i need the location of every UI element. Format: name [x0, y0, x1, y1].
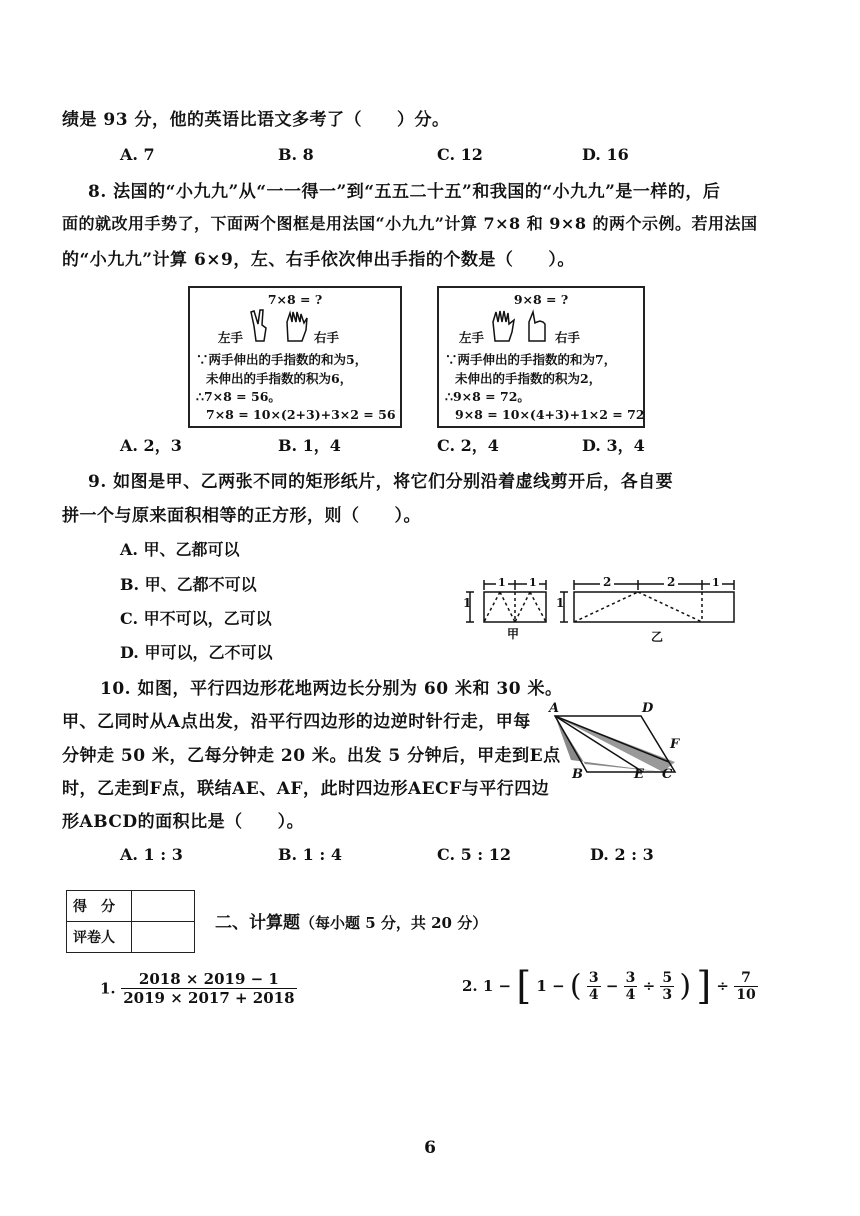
denominator: 10	[736, 986, 756, 1003]
example-box-7x8	[188, 286, 402, 428]
page-number: 6	[424, 1138, 436, 1158]
box1-right-hand-label: 右手	[314, 330, 340, 345]
q9-option-c: C. 甲不可以，乙可以	[120, 609, 272, 628]
jia-width-label-2: 1	[529, 576, 537, 589]
q7-option-c: C. 12	[437, 145, 483, 164]
q10-line-3: 分钟走 50 米，乙每分钟走 20 米。出发 5 分钟后，甲走到E点	[62, 746, 561, 766]
calc-problem-2: 2. 1 − [ 1 − ( $\frac{3}{4}$ − $\frac{3}{4}$ ÷ $\frac{5}{3}$ ) ] ÷ $\frac{7}{10}$	[462, 964, 756, 1008]
point-b-label: B	[572, 767, 583, 782]
calc-1-fraction	[121, 970, 296, 1007]
q10-option-b: B. 1 : 4	[278, 845, 342, 864]
calc-1-denominator: 2019 × 2017 + 2018	[123, 989, 295, 1007]
minus-sign: −	[605, 977, 619, 995]
point-d-label: D	[642, 701, 654, 716]
box1-text-2: 未伸出的手指数的积为6，	[206, 371, 353, 386]
box1-text-1: ∵两手伸出的手指数的和为5，	[196, 352, 368, 367]
box2-text-3: ∴9×8 = 72。	[445, 389, 530, 404]
right-hand-icon	[284, 308, 310, 342]
q9-line-2: 拼一个与原来面积相等的正方形，则（ ）。	[62, 506, 421, 526]
box1-left-hand-label: 左手	[218, 330, 244, 345]
left-hand-icon	[489, 308, 517, 342]
jia-width-label-1: 1	[498, 576, 506, 589]
q10-line-4: 时，乙走到F点，联结AE、AF，此时四边形AECF与平行四边	[62, 779, 550, 799]
numerator: 3	[625, 969, 636, 986]
denominator: 4	[588, 986, 599, 1003]
section-2-title: 二、计算题	[215, 913, 300, 933]
q9-option-d: D. 甲可以，乙不可以	[120, 643, 273, 662]
q9-option-a: A. 甲、乙都可以	[120, 540, 240, 559]
left-hand-icon	[248, 308, 272, 342]
box2-text-1: ∵两手伸出的手指数的和为7，	[445, 352, 617, 367]
q8-line-2: 面的就改用手势了，下面两个图框是用法国“小九九”计算 7×8 和 9×8 的两个示例。若用法国	[62, 214, 758, 233]
point-a-label: A	[549, 701, 560, 716]
box2-left-hand-label: 左手	[459, 330, 485, 345]
numerator: 5	[662, 969, 673, 986]
score-table	[66, 890, 195, 953]
example-box-9x8	[437, 286, 645, 428]
q7-option-b: B. 8	[278, 145, 314, 164]
fraction-3-4-b	[624, 970, 638, 1003]
fraction-7-10	[734, 970, 757, 1003]
section-2-note: （每小题 5 分，共 20 分）	[300, 914, 488, 932]
q7-option-a: A. 7	[120, 145, 155, 164]
grader-cell[interactable]	[132, 922, 195, 953]
yi-label: 乙	[651, 630, 664, 644]
box1-text-3: ∴7×8 = 56。	[196, 389, 281, 404]
divide-sign: ÷	[642, 977, 656, 995]
score-cell[interactable]	[132, 891, 195, 922]
q10-option-d: D. 2 : 3	[590, 845, 654, 864]
calc-1-number: 1.	[100, 979, 116, 998]
score-label: 得 分	[67, 891, 132, 922]
divide-sign: ÷	[716, 977, 729, 995]
q8-line-3: 的“小九九”计算 6×9，左、右手依次伸出手指的个数是（ ）。	[62, 250, 575, 270]
q9-option-b: B. 甲、乙都不可以	[120, 575, 257, 594]
q8-option-d: D. 3，4	[582, 436, 645, 455]
q8-option-b: B. 1，4	[278, 436, 341, 455]
yi-height-label: 1	[556, 596, 565, 610]
point-e-label: E	[634, 767, 644, 782]
numerator: 3	[588, 969, 599, 986]
calc-2-inner: 1 −	[536, 977, 565, 995]
box2-right-hand-label: 右手	[555, 330, 581, 345]
calc-2-lead: 2. 1 −	[462, 977, 512, 995]
box2-title: 9×8 = ?	[513, 292, 569, 307]
q10-line-1: 10. 如图，平行四边形花地两边长分别为 60 米和 30 米。	[100, 679, 563, 699]
point-c-label: C	[662, 767, 673, 782]
denominator: 4	[625, 986, 636, 1003]
calc-problem-1	[100, 970, 297, 1007]
box2-text-4: 9×8 = 10×(4+3)+1×2 = 72	[455, 407, 645, 422]
box2-text-2: 未伸出的手指数的积为2，	[455, 371, 602, 386]
q8-option-c: C. 2，4	[437, 436, 499, 455]
q8-option-a: A. 2，3	[120, 436, 182, 455]
q9-line-1: 9. 如图是甲、乙两张不同的矩形纸片，将它们分别沿着虚线剪开后，各自要	[88, 472, 674, 492]
q10-line-2: 甲、乙同时从A点出发，沿平行四边形的边逆时针行走，甲每	[62, 712, 531, 732]
q7-option-d: D. 16	[582, 145, 629, 164]
jia-label: 甲	[507, 627, 520, 641]
q10-option-c: C. 5 : 12	[437, 845, 512, 864]
yi-width-label-3: 1	[712, 576, 720, 589]
yi-width-label-1: 2	[600, 575, 614, 589]
fraction-3-4-a	[587, 970, 601, 1003]
numerator: 7	[734, 970, 757, 987]
grader-label: 评卷人	[67, 922, 132, 953]
section-2-heading	[215, 908, 487, 933]
point-f-label: F	[670, 737, 680, 752]
q10-option-a: A. 1 : 3	[120, 845, 183, 864]
q10-line-5: 形ABCD的面积比是（ ）。	[62, 812, 305, 832]
calc-1-numerator: 2018 × 2019 − 1	[121, 970, 296, 989]
denominator: 3	[662, 986, 673, 1003]
yi-width-label-2: 2	[664, 575, 678, 589]
q8-line-1: 8. 法国的“小九九”从“一一得一”到“五五二十五”和我国的“小九九”是一样的，后	[88, 182, 721, 202]
box1-text-4: 7×8 = 10×(2+3)+3×2 = 56	[206, 407, 396, 422]
q7-text: 绩是 93 分，他的英语比语文多考了（ ）分。	[62, 110, 450, 130]
right-hand-icon	[525, 308, 551, 342]
jia-height-label: 1	[463, 596, 472, 610]
fraction-5-3	[660, 970, 674, 1003]
box1-title: 7×8 = ?	[267, 292, 323, 307]
